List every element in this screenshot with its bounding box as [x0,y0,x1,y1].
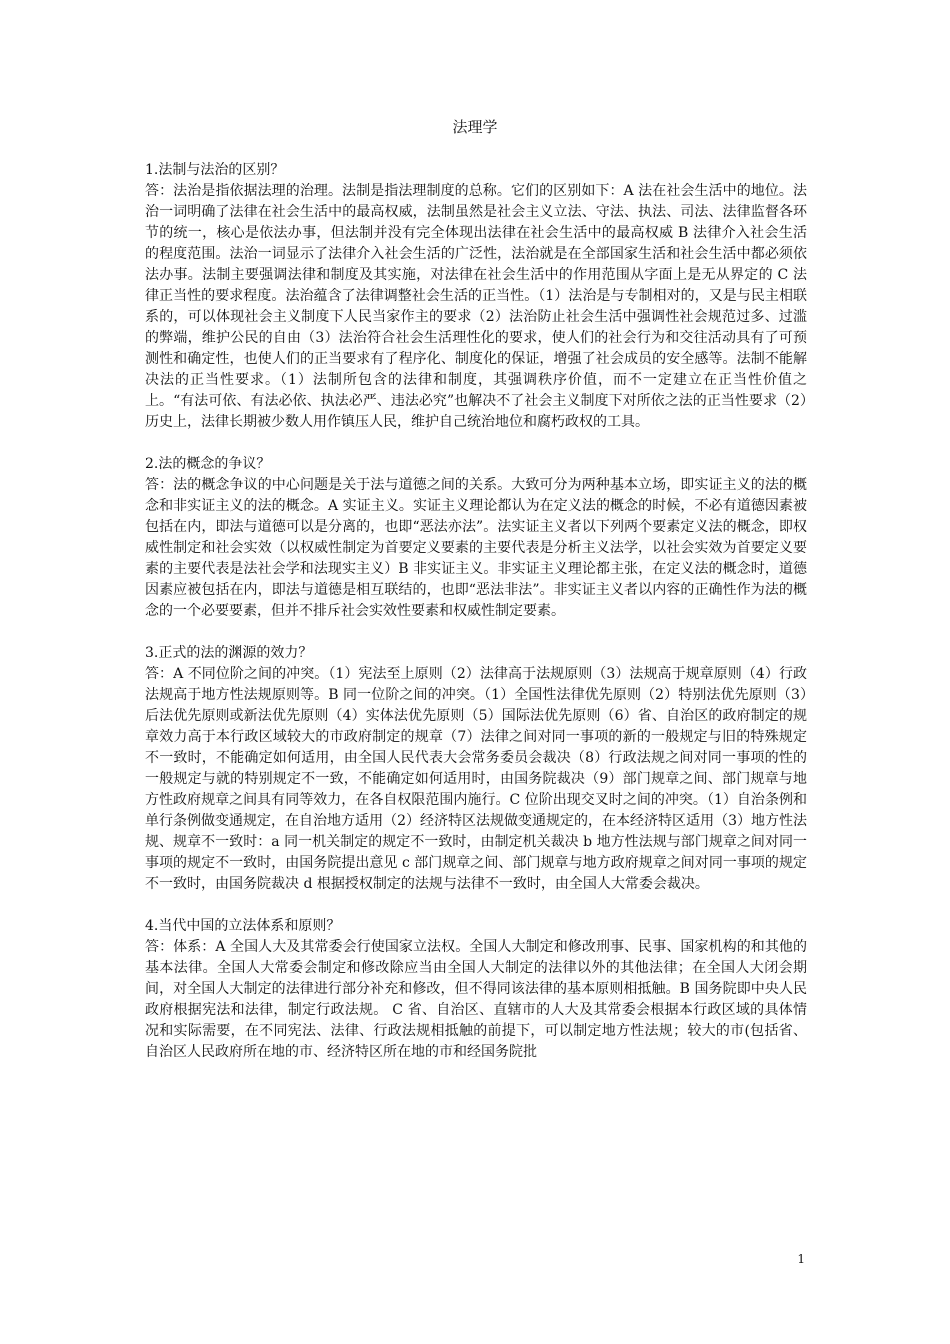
answer-paragraph: 答：A 不同位阶之间的冲突。（1）宪法至上原则（2）法律高于法规原则（3）法规高于规章原则（4）行政法规高于地方性法规原则等。B 同一位阶之间的冲突。（1）全国性法律优先原则（2）特别法优先原则（3）后法优先原则或新法优先原则（4）实体法优先原则（5）国际法优先原则（6）省、自治区的政府制定的规章效力高于本行政区域较大的市政府制定的规章（7）法律之间对同一事项的新的一般规定与旧的特殊规定不一致时，不能确定如何适用，由全国人民代表大会常务委员会裁决（8）行政法规之间对同一事项的性的一般规定与就的特别规定不一致，不能确定如何适用时，由国务院裁决（9）部门规章之间、部门规章与地方性政府规章之间具有同等效力，在各自权限范围内施行。C 位阶出现交叉时之间的冲突。（1）自治条例和单行条例做变通规定，在自治地方适用（2）经济特区法规做变通规定的，在本经济特区适用（3）地方性法规、规章不一致时：a 同一机关制定的规定不一致时，由制定机关裁决 b 地方性法规与部门规章之间对同一事项的规定不一致时，由国务院提出意见 c 部门规章之间、部门规章与地方政府规章之间对同一事项的规定不一致时，由国务院裁决 d 根据授权制定的法规与法律不一致时，由全国人大常委会裁决。 [145,666,807,892]
document-title: 法理学 [452,118,498,136]
qa-section-3 [145,643,807,895]
question-heading: 2.法的概念的争议？ [145,456,271,472]
answer-paragraph: 答：体系：A 全国人大及其常委会行使国家立法权。全国人大制定和修改刑事、民事、国家机构的和其他的基本法律。全国人大常委会制定和修改除应当由全国人大制定的法律以外的其他法律；在全国人大闭会期间，对全国人大制定的法律进行部分补充和修改，但不得同该法律的基本原则相抵触。B 国务院即中央人民政府根据宪法和法律，制定行政法规。 C 省、自治区、直辖市的人大及其常委会根据本行政区域的具体情况和实际需要，在不同宪法、法律、行政法规相抵触的前提下，可以制定地方性法规；较大的市(包括省、自治区人民政府所在地的市、经济特区所在地的市和经国务院批 [145,939,807,1060]
qa-section-2 [145,454,807,622]
qa-section-4 [145,916,807,1063]
page-number: 1 [797,1252,805,1266]
answer-paragraph: 答：法治是指依据法理的治理。法制是指法理制度的总称。它们的区别如下：A 法在社会生活中的地位。法治一词明确了法律在社会生活中的最高权威，法制虽然是社会主义立法、守法、执法、司法、法律监督各环节的统一，核心是依法办事，但法制并没有完全体现出法律在社会生活中的最高权威 B 法律介入社会生活的程度范围。法治一词显示了法律介入社会生活的广泛性，法治就是在全部国家生活和社会生活中都必须依法办事。法制主要强调法律和制度及其实施，对法律在社会生活中的作用范围从字面上是无从界定的 C 法律正当性的要求程度。法治蕴含了法律调整社会生活的正当性。（1）法治是与专制相对的，又是与民主相联系的，可以体现社会主义制度下人民当家作主的要求（2）法治防止社会生活中强调性社会规范过多、过滥的弊端，维护公民的自由（3）法治符合社会生活理性化的要求，使人们的社会行为和交往活动具有了可预测性和确定性，也使人们的正当要求有了程序化、制度化的保证，增强了社会成员的安全感等。法制不能解决法的正当性要求。（1）法制所包含的法律和制度，其强调秩序价值，而不一定建立在正当性价值之上。“有法可依、有法必依、执法必严、违法必究”也解决不了社会主义制度下对所依之法的正当性要求（2）历史上，法律长期被少数人用作镇压人民，维护自己统治地位和腐朽政权的工具。 [145,183,807,430]
question-heading: 4.当代中国的立法体系和原则？ [145,918,341,934]
question-heading: 3.正式的法的渊源的效力？ [145,645,313,661]
answer-paragraph: 答：法的概念争议的中心问题是关于法与道德之间的关系。大致可分为两种基本立场，即实证主义的法的概念和非实证主义的法的概念。A 实证主义。实证主义理论都认为在定义法的概念的时候，不必有道德因素被包括在内，即法与道德可以是分离的，也即“恶法亦法”。法实证主义者以下列两个要素定义法的概念，即权威性制定和社会实效（以权威性制定为首要定义要素的主要代表是分析主义法学，以社会实效为首要定义要素的主要代表是法社会学和法现实主义）B 非实证主义。非实证主义理论都主张，在定义法的概念时，道德因素应被包括在内，即法与道德是相互联结的，也即“恶法非法”。非实证主义者以内容的正确性作为法的概念的一个必要要素，但并不排斥社会实效性要素和权威性制定要素。 [145,477,807,619]
question-heading: 1.法制与法治的区别？ [145,162,285,178]
qa-section-1 [145,160,807,433]
document-body [145,160,807,1084]
